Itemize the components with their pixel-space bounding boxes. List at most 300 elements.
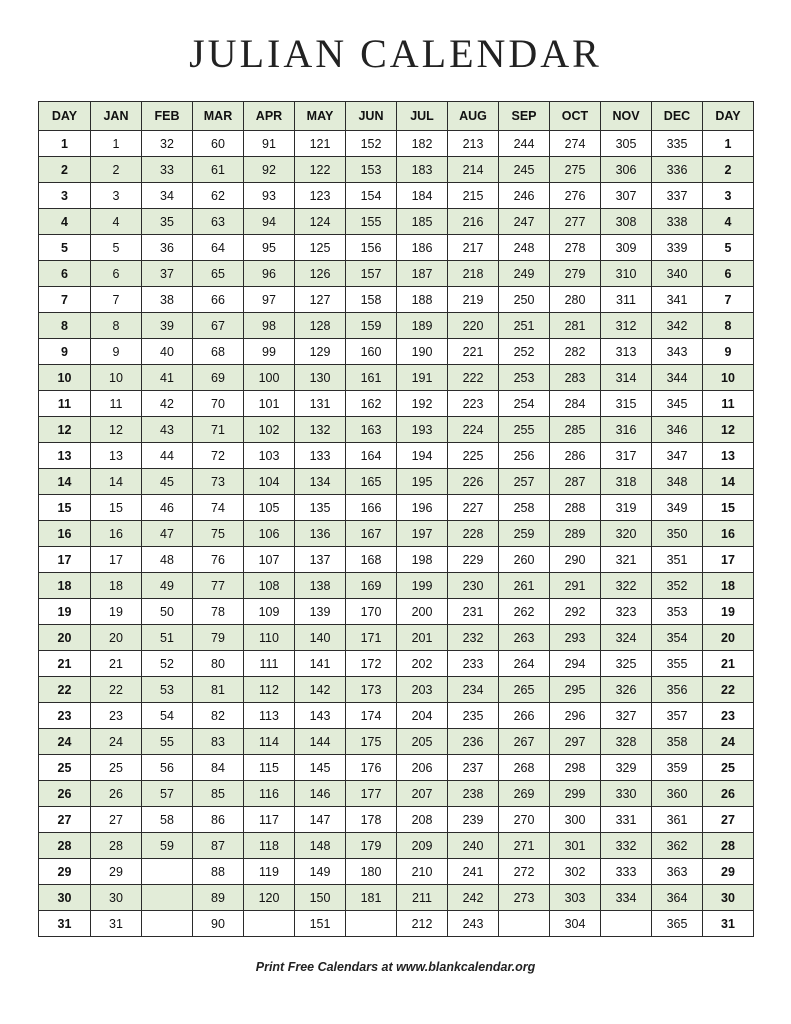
table-row [39, 781, 754, 807]
julian-day-cell: 332 [601, 833, 652, 859]
julian-day-cell: 221 [448, 339, 499, 365]
day-number-cell: 12 [39, 417, 91, 443]
julian-day-cell: 331 [601, 807, 652, 833]
day-number-cell: 17 [703, 547, 754, 573]
julian-day-cell: 258 [499, 495, 550, 521]
day-number-cell: 10 [703, 365, 754, 391]
julian-day-cell: 349 [652, 495, 703, 521]
julian-day-cell: 121 [295, 131, 346, 157]
julian-day-cell: 232 [448, 625, 499, 651]
julian-day-cell: 193 [397, 417, 448, 443]
table-row [39, 807, 754, 833]
julian-day-cell: 321 [601, 547, 652, 573]
julian-day-cell: 203 [397, 677, 448, 703]
julian-day-cell: 42 [142, 391, 193, 417]
julian-day-cell: 150 [295, 885, 346, 911]
julian-day-cell: 316 [601, 417, 652, 443]
day-number-cell: 30 [39, 885, 91, 911]
julian-day-cell: 216 [448, 209, 499, 235]
day-number-cell: 29 [39, 859, 91, 885]
table-row [39, 209, 754, 235]
table-row [39, 365, 754, 391]
day-number-cell: 7 [39, 287, 91, 313]
table-row [39, 885, 754, 911]
julian-day-cell: 100 [244, 365, 295, 391]
day-number-cell: 1 [703, 131, 754, 157]
day-number-cell: 4 [703, 209, 754, 235]
julian-day-cell: 220 [448, 313, 499, 339]
julian-day-cell: 33 [142, 157, 193, 183]
julian-day-cell: 140 [295, 625, 346, 651]
julian-day-cell: 126 [295, 261, 346, 287]
julian-day-cell: 273 [499, 885, 550, 911]
julian-day-cell: 161 [346, 365, 397, 391]
julian-day-cell: 285 [550, 417, 601, 443]
day-number-cell: 20 [39, 625, 91, 651]
julian-day-cell: 131 [295, 391, 346, 417]
julian-day-cell: 267 [499, 729, 550, 755]
julian-day-cell: 57 [142, 781, 193, 807]
julian-day-cell [142, 885, 193, 911]
julian-day-cell: 145 [295, 755, 346, 781]
julian-day-cell: 298 [550, 755, 601, 781]
julian-day-cell: 80 [193, 651, 244, 677]
day-number-cell: 28 [703, 833, 754, 859]
header-cell: MAY [295, 102, 346, 131]
julian-day-cell: 30 [91, 885, 142, 911]
day-number-cell: 11 [703, 391, 754, 417]
julian-day-cell: 86 [193, 807, 244, 833]
julian-day-cell: 313 [601, 339, 652, 365]
julian-day-cell: 239 [448, 807, 499, 833]
julian-day-cell: 125 [295, 235, 346, 261]
table-row [39, 573, 754, 599]
day-number-cell: 3 [703, 183, 754, 209]
julian-day-cell: 88 [193, 859, 244, 885]
julian-day-cell: 306 [601, 157, 652, 183]
julian-day-cell: 266 [499, 703, 550, 729]
julian-day-cell: 12 [91, 417, 142, 443]
julian-day-cell: 98 [244, 313, 295, 339]
julian-day-cell: 229 [448, 547, 499, 573]
julian-day-cell: 195 [397, 469, 448, 495]
julian-day-cell: 364 [652, 885, 703, 911]
julian-day-cell: 56 [142, 755, 193, 781]
julian-day-cell: 270 [499, 807, 550, 833]
julian-day-cell: 119 [244, 859, 295, 885]
julian-day-cell: 350 [652, 521, 703, 547]
julian-day-cell: 124 [295, 209, 346, 235]
julian-day-cell: 27 [91, 807, 142, 833]
julian-day-cell: 279 [550, 261, 601, 287]
julian-day-cell: 147 [295, 807, 346, 833]
julian-day-cell: 7 [91, 287, 142, 313]
julian-day-cell: 158 [346, 287, 397, 313]
julian-day-cell: 192 [397, 391, 448, 417]
day-number-cell: 24 [39, 729, 91, 755]
header-cell: MAR [193, 102, 244, 131]
julian-day-cell: 8 [91, 313, 142, 339]
julian-day-cell: 171 [346, 625, 397, 651]
julian-day-cell: 296 [550, 703, 601, 729]
julian-day-cell: 136 [295, 521, 346, 547]
julian-day-cell: 293 [550, 625, 601, 651]
julian-day-cell: 243 [448, 911, 499, 937]
julian-day-cell: 224 [448, 417, 499, 443]
julian-day-cell: 355 [652, 651, 703, 677]
julian-day-cell: 335 [652, 131, 703, 157]
julian-day-cell: 138 [295, 573, 346, 599]
julian-day-cell: 362 [652, 833, 703, 859]
julian-day-cell: 51 [142, 625, 193, 651]
julian-day-cell: 93 [244, 183, 295, 209]
julian-day-cell: 304 [550, 911, 601, 937]
julian-day-cell: 227 [448, 495, 499, 521]
table-row [39, 183, 754, 209]
julian-day-cell: 170 [346, 599, 397, 625]
julian-day-cell: 28 [91, 833, 142, 859]
julian-day-cell: 275 [550, 157, 601, 183]
julian-day-cell: 315 [601, 391, 652, 417]
julian-day-cell: 222 [448, 365, 499, 391]
header-cell: APR [244, 102, 295, 131]
julian-day-cell: 50 [142, 599, 193, 625]
julian-day-cell: 18 [91, 573, 142, 599]
julian-day-cell: 104 [244, 469, 295, 495]
julian-day-cell: 196 [397, 495, 448, 521]
julian-day-cell: 36 [142, 235, 193, 261]
header-cell: SEP [499, 102, 550, 131]
julian-day-cell: 135 [295, 495, 346, 521]
julian-day-cell: 299 [550, 781, 601, 807]
julian-day-cell: 159 [346, 313, 397, 339]
julian-day-cell: 346 [652, 417, 703, 443]
day-number-cell: 2 [703, 157, 754, 183]
julian-day-cell: 45 [142, 469, 193, 495]
julian-day-cell: 206 [397, 755, 448, 781]
julian-day-cell: 204 [397, 703, 448, 729]
julian-day-cell: 2 [91, 157, 142, 183]
julian-day-cell: 37 [142, 261, 193, 287]
header-cell: DEC [652, 102, 703, 131]
julian-day-cell: 77 [193, 573, 244, 599]
julian-day-cell: 208 [397, 807, 448, 833]
julian-day-cell: 17 [91, 547, 142, 573]
julian-day-cell: 162 [346, 391, 397, 417]
header-cell: FEB [142, 102, 193, 131]
julian-day-cell: 202 [397, 651, 448, 677]
julian-day-cell: 360 [652, 781, 703, 807]
julian-day-cell: 358 [652, 729, 703, 755]
table-row [39, 755, 754, 781]
julian-day-cell: 303 [550, 885, 601, 911]
julian-day-cell: 219 [448, 287, 499, 313]
julian-day-cell: 342 [652, 313, 703, 339]
table-header [39, 102, 754, 131]
julian-day-cell: 237 [448, 755, 499, 781]
table-row [39, 703, 754, 729]
julian-day-cell: 137 [295, 547, 346, 573]
header-cell: NOV [601, 102, 652, 131]
julian-day-cell: 112 [244, 677, 295, 703]
julian-day-cell: 323 [601, 599, 652, 625]
julian-day-cell: 117 [244, 807, 295, 833]
table-row [39, 469, 754, 495]
julian-day-cell: 175 [346, 729, 397, 755]
julian-day-cell: 320 [601, 521, 652, 547]
julian-day-cell: 44 [142, 443, 193, 469]
julian-day-cell [601, 911, 652, 937]
day-number-cell: 8 [703, 313, 754, 339]
julian-day-cell: 359 [652, 755, 703, 781]
julian-day-cell: 53 [142, 677, 193, 703]
day-number-cell: 2 [39, 157, 91, 183]
julian-day-cell: 225 [448, 443, 499, 469]
header-cell: OCT [550, 102, 601, 131]
julian-day-cell: 257 [499, 469, 550, 495]
julian-day-cell: 49 [142, 573, 193, 599]
julian-day-cell: 133 [295, 443, 346, 469]
julian-day-cell: 248 [499, 235, 550, 261]
julian-day-cell: 166 [346, 495, 397, 521]
day-number-cell: 15 [703, 495, 754, 521]
julian-day-cell: 182 [397, 131, 448, 157]
day-number-cell: 6 [39, 261, 91, 287]
julian-day-cell: 46 [142, 495, 193, 521]
julian-day-cell: 363 [652, 859, 703, 885]
julian-day-cell: 283 [550, 365, 601, 391]
julian-day-cell: 71 [193, 417, 244, 443]
julian-day-cell: 181 [346, 885, 397, 911]
julian-day-cell: 97 [244, 287, 295, 313]
julian-day-cell: 68 [193, 339, 244, 365]
julian-day-cell: 297 [550, 729, 601, 755]
day-number-cell: 26 [39, 781, 91, 807]
julian-day-cell: 43 [142, 417, 193, 443]
table-row [39, 131, 754, 157]
julian-day-cell: 94 [244, 209, 295, 235]
julian-day-cell: 10 [91, 365, 142, 391]
day-number-cell: 25 [39, 755, 91, 781]
julian-day-cell: 70 [193, 391, 244, 417]
table-body [39, 131, 754, 937]
day-number-cell: 13 [703, 443, 754, 469]
julian-day-cell: 54 [142, 703, 193, 729]
julian-day-cell: 82 [193, 703, 244, 729]
julian-day-cell: 26 [91, 781, 142, 807]
julian-day-cell: 185 [397, 209, 448, 235]
julian-day-cell: 99 [244, 339, 295, 365]
table-row [39, 313, 754, 339]
julian-day-cell: 24 [91, 729, 142, 755]
julian-day-cell: 254 [499, 391, 550, 417]
day-number-cell: 15 [39, 495, 91, 521]
table-row [39, 911, 754, 937]
julian-day-cell: 90 [193, 911, 244, 937]
julian-day-cell: 15 [91, 495, 142, 521]
header-cell: DAY [703, 102, 754, 131]
day-number-cell: 21 [703, 651, 754, 677]
table-row [39, 157, 754, 183]
julian-day-cell: 199 [397, 573, 448, 599]
julian-day-cell: 281 [550, 313, 601, 339]
julian-day-cell: 113 [244, 703, 295, 729]
julian-day-cell: 309 [601, 235, 652, 261]
header-cell: AUG [448, 102, 499, 131]
julian-day-cell: 347 [652, 443, 703, 469]
day-number-cell: 23 [39, 703, 91, 729]
day-number-cell: 24 [703, 729, 754, 755]
julian-day-cell: 153 [346, 157, 397, 183]
julian-day-cell: 141 [295, 651, 346, 677]
julian-day-cell: 168 [346, 547, 397, 573]
julian-day-cell: 250 [499, 287, 550, 313]
julian-day-cell: 271 [499, 833, 550, 859]
julian-day-cell: 190 [397, 339, 448, 365]
julian-day-cell: 361 [652, 807, 703, 833]
julian-day-cell: 187 [397, 261, 448, 287]
julian-day-cell: 75 [193, 521, 244, 547]
julian-day-cell: 108 [244, 573, 295, 599]
julian-day-cell: 106 [244, 521, 295, 547]
julian-day-cell: 210 [397, 859, 448, 885]
julian-day-cell: 32 [142, 131, 193, 157]
julian-day-cell: 74 [193, 495, 244, 521]
table-row [39, 833, 754, 859]
julian-day-cell: 207 [397, 781, 448, 807]
julian-day-cell: 357 [652, 703, 703, 729]
julian-day-cell: 256 [499, 443, 550, 469]
julian-day-cell: 295 [550, 677, 601, 703]
julian-day-cell: 238 [448, 781, 499, 807]
julian-day-cell: 262 [499, 599, 550, 625]
day-number-cell: 23 [703, 703, 754, 729]
julian-day-cell: 35 [142, 209, 193, 235]
table-row [39, 339, 754, 365]
julian-day-cell: 13 [91, 443, 142, 469]
day-number-cell: 3 [39, 183, 91, 209]
julian-day-cell: 351 [652, 547, 703, 573]
day-number-cell: 16 [703, 521, 754, 547]
julian-day-cell: 23 [91, 703, 142, 729]
day-number-cell: 20 [703, 625, 754, 651]
table-row [39, 677, 754, 703]
julian-day-cell: 200 [397, 599, 448, 625]
julian-day-cell: 127 [295, 287, 346, 313]
julian-day-cell: 58 [142, 807, 193, 833]
day-number-cell: 5 [703, 235, 754, 261]
day-number-cell: 1 [39, 131, 91, 157]
day-number-cell: 18 [703, 573, 754, 599]
julian-day-cell: 9 [91, 339, 142, 365]
julian-day-cell: 31 [91, 911, 142, 937]
julian-day-cell: 139 [295, 599, 346, 625]
julian-day-cell: 78 [193, 599, 244, 625]
julian-day-cell: 287 [550, 469, 601, 495]
julian-day-cell: 289 [550, 521, 601, 547]
table-row [39, 521, 754, 547]
julian-day-cell: 110 [244, 625, 295, 651]
julian-day-cell: 223 [448, 391, 499, 417]
julian-day-cell: 61 [193, 157, 244, 183]
julian-day-cell: 253 [499, 365, 550, 391]
julian-day-cell: 151 [295, 911, 346, 937]
julian-day-cell: 95 [244, 235, 295, 261]
julian-day-cell: 261 [499, 573, 550, 599]
day-number-cell: 19 [703, 599, 754, 625]
julian-day-cell: 341 [652, 287, 703, 313]
julian-day-cell: 231 [448, 599, 499, 625]
table-row [39, 599, 754, 625]
julian-day-cell: 79 [193, 625, 244, 651]
julian-day-cell: 84 [193, 755, 244, 781]
julian-day-cell: 76 [193, 547, 244, 573]
julian-day-cell: 263 [499, 625, 550, 651]
julian-day-cell: 92 [244, 157, 295, 183]
table-row [39, 235, 754, 261]
julian-day-cell: 21 [91, 651, 142, 677]
julian-day-cell: 327 [601, 703, 652, 729]
day-number-cell: 17 [39, 547, 91, 573]
julian-day-cell: 52 [142, 651, 193, 677]
julian-day-cell: 191 [397, 365, 448, 391]
table-row [39, 625, 754, 651]
julian-day-cell: 73 [193, 469, 244, 495]
day-number-cell: 16 [39, 521, 91, 547]
day-number-cell: 6 [703, 261, 754, 287]
julian-day-cell: 63 [193, 209, 244, 235]
day-number-cell: 19 [39, 599, 91, 625]
julian-day-cell: 290 [550, 547, 601, 573]
julian-day-cell: 214 [448, 157, 499, 183]
table-row [39, 287, 754, 313]
julian-day-cell: 14 [91, 469, 142, 495]
julian-day-cell: 205 [397, 729, 448, 755]
julian-day-cell: 65 [193, 261, 244, 287]
julian-day-cell: 118 [244, 833, 295, 859]
julian-day-cell: 282 [550, 339, 601, 365]
julian-day-cell: 337 [652, 183, 703, 209]
day-number-cell: 22 [703, 677, 754, 703]
day-number-cell: 18 [39, 573, 91, 599]
julian-day-cell: 300 [550, 807, 601, 833]
julian-day-cell: 83 [193, 729, 244, 755]
julian-day-cell: 25 [91, 755, 142, 781]
julian-day-cell: 178 [346, 807, 397, 833]
julian-day-cell: 268 [499, 755, 550, 781]
julian-day-cell: 272 [499, 859, 550, 885]
julian-day-cell: 252 [499, 339, 550, 365]
julian-day-cell: 264 [499, 651, 550, 677]
julian-day-cell: 245 [499, 157, 550, 183]
julian-day-cell: 160 [346, 339, 397, 365]
julian-day-cell: 189 [397, 313, 448, 339]
julian-day-cell [346, 911, 397, 937]
julian-day-cell: 123 [295, 183, 346, 209]
julian-day-cell: 251 [499, 313, 550, 339]
julian-day-cell: 330 [601, 781, 652, 807]
julian-day-cell: 328 [601, 729, 652, 755]
table-row [39, 859, 754, 885]
julian-day-cell: 344 [652, 365, 703, 391]
table-row [39, 417, 754, 443]
julian-day-cell: 235 [448, 703, 499, 729]
day-number-cell: 14 [39, 469, 91, 495]
julian-day-cell: 326 [601, 677, 652, 703]
julian-day-cell: 149 [295, 859, 346, 885]
julian-day-cell: 6 [91, 261, 142, 287]
julian-day-cell: 217 [448, 235, 499, 261]
